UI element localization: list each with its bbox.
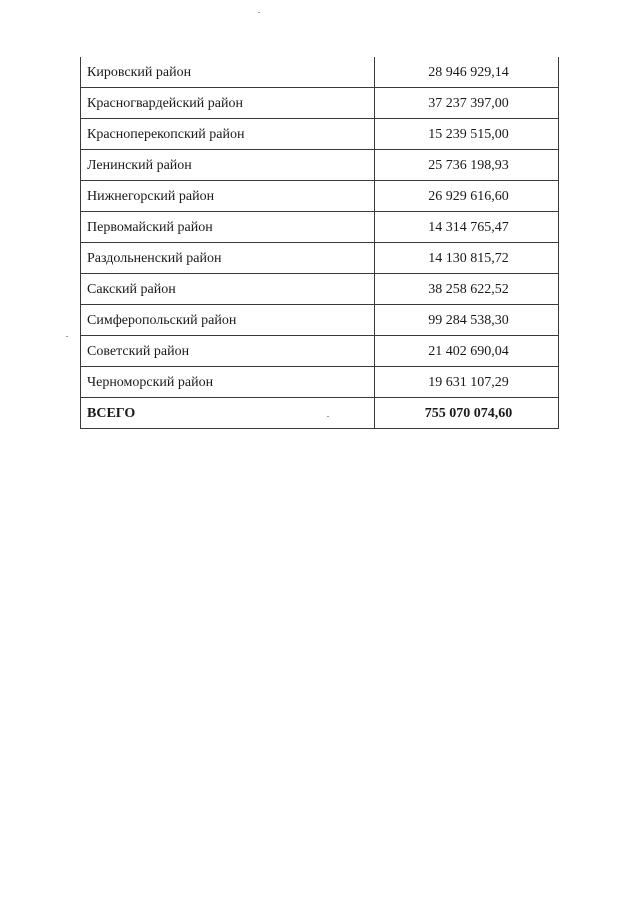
district-name-cell: Сакский район — [81, 274, 375, 305]
amount-cell: 15 239 515,00 — [375, 119, 559, 150]
table-row — [81, 88, 559, 119]
table-row — [81, 336, 559, 367]
amount-cell: 38 258 622,52 — [375, 274, 559, 305]
district-name-cell: Кировский район — [81, 57, 375, 88]
table-row — [81, 243, 559, 274]
amount-cell: 14 130 815,72 — [375, 243, 559, 274]
total-label-cell: ВСЕГО — [81, 398, 375, 429]
amount-cell: 37 237 397,00 — [375, 88, 559, 119]
table-row — [81, 57, 559, 88]
amount-cell: 25 736 198,93 — [375, 150, 559, 181]
district-budget-table — [80, 57, 559, 429]
amount-cell: 14 314 765,47 — [375, 212, 559, 243]
amount-cell: 19 631 107,29 — [375, 367, 559, 398]
district-budget-table-container — [80, 57, 540, 429]
total-amount-cell: 755 070 074,60 — [375, 398, 559, 429]
table-row — [81, 181, 559, 212]
amount-cell: 26 929 616,60 — [375, 181, 559, 212]
district-name-cell: Черноморский район — [81, 367, 375, 398]
table-row — [81, 305, 559, 336]
table-row — [81, 367, 559, 398]
scan-speck — [66, 336, 68, 337]
table-row — [81, 212, 559, 243]
district-name-cell: Советский район — [81, 336, 375, 367]
total-row — [81, 398, 559, 429]
district-name-cell: Первомайский район — [81, 212, 375, 243]
amount-cell: 28 946 929,14 — [375, 57, 559, 88]
district-name-cell: Симферопольский район — [81, 305, 375, 336]
district-name-cell: Красногвардейский район — [81, 88, 375, 119]
table-row — [81, 119, 559, 150]
district-name-cell: Раздольненский район — [81, 243, 375, 274]
scan-speck — [258, 12, 260, 13]
table-row — [81, 274, 559, 305]
district-name-cell: Нижнегорский район — [81, 181, 375, 212]
district-name-cell: Ленинский район — [81, 150, 375, 181]
amount-cell: 99 284 538,30 — [375, 305, 559, 336]
amount-cell: 21 402 690,04 — [375, 336, 559, 367]
table-row — [81, 150, 559, 181]
district-name-cell: Красноперекопский район — [81, 119, 375, 150]
